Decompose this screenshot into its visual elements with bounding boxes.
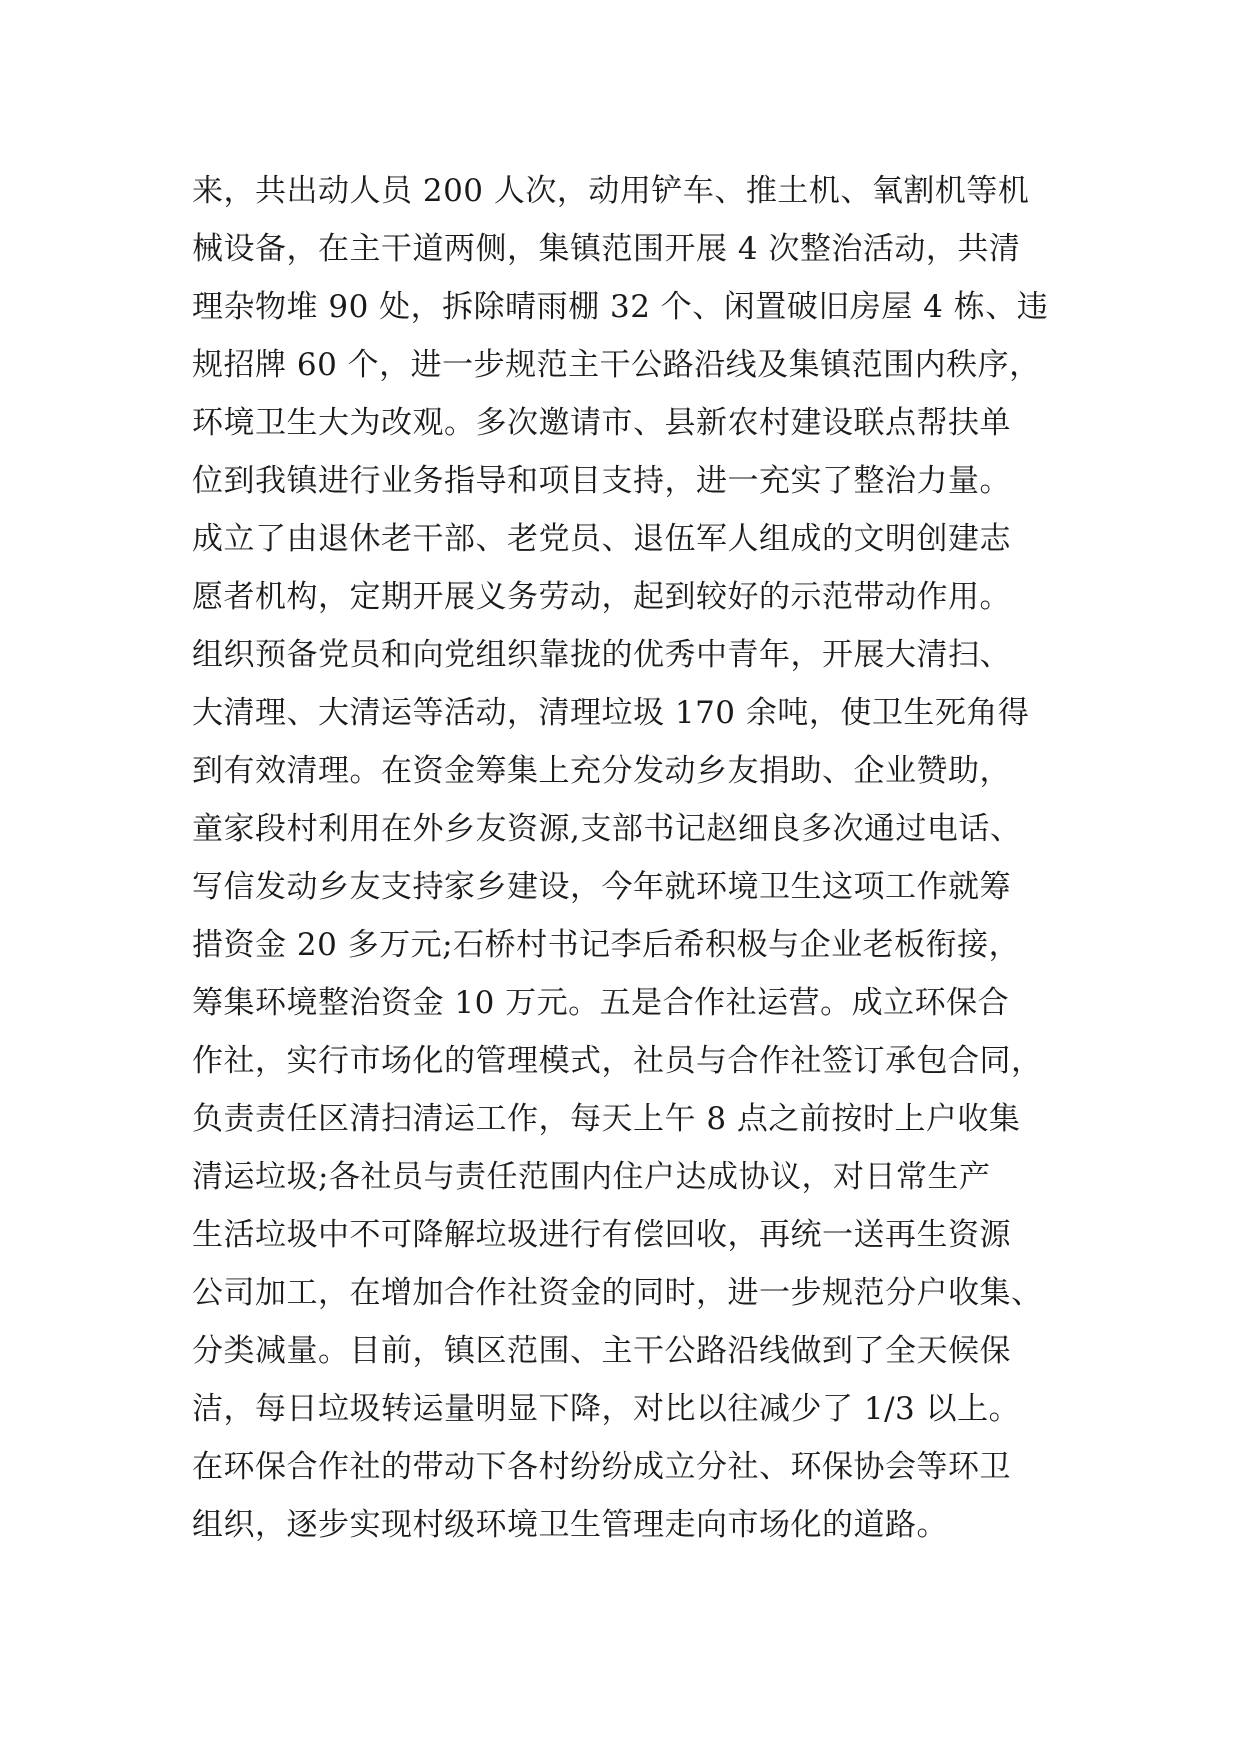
body-text bbox=[192, 162, 1072, 1554]
text-line-23: 在环保合作社的带动下各村纷纷成立分社、环保协会等环卫 bbox=[192, 1449, 1011, 1485]
text-line-8: 愿者机构，定期开展义务劳动，起到较好的示范带动作用。 bbox=[192, 579, 1011, 615]
text-line-13: 写信发动乡友支持家乡建设，今年就环境卫生这项工作就筹 bbox=[192, 869, 1011, 905]
text-line-12: 童家段村利用在外乡友资源,支部书记赵细良多次通过电话、 bbox=[192, 811, 1022, 847]
text-line-3: 理杂物堆 90 处，拆除晴雨棚 32 个、闲置破旧房屋 4 栋、违 bbox=[192, 289, 1049, 325]
text-line-24: 组织，逐步实现村级环境卫生管理走向市场化的道路。 bbox=[192, 1507, 948, 1543]
text-line-4: 规招牌 60 个，进一步规范主干公路沿线及集镇范围内秩序， bbox=[192, 347, 1041, 383]
text-line-20: 公司加工，在增加合作社资金的同时，进一步规范分户收集、 bbox=[192, 1275, 1043, 1311]
text-line-1: 来，共出动人员 200 人次，动用铲车、推土机、氧割机等机 bbox=[192, 173, 1030, 209]
text-line-21: 分类减量。目前，镇区范围、主干公路沿线做到了全天候保 bbox=[192, 1333, 1011, 1369]
text-line-18: 清运垃圾;各社员与责任范围内住户达成协议，对日常生产 bbox=[192, 1159, 991, 1195]
text-line-9: 组织预备党员和向党组织靠拢的优秀中青年，开展大清扫、 bbox=[192, 637, 1011, 673]
text-line-22: 洁，每日垃圾转运量明显下降，对比以往减少了 1/3 以上。 bbox=[192, 1391, 1021, 1427]
text-line-16: 作社，实行市场化的管理模式，社员与合作社签订承包合同， bbox=[192, 1043, 1043, 1079]
text-line-7: 成立了由退休老干部、老党员、退伍军人组成的文明创建志 bbox=[192, 521, 1011, 557]
text-line-19: 生活垃圾中不可降解垃圾进行有偿回收，再统一送再生资源 bbox=[192, 1217, 1011, 1253]
text-line-6: 位到我镇进行业务指导和项目支持，进一充实了整治力量。 bbox=[192, 463, 1011, 499]
text-line-14: 措资金 20 多万元;石桥村书记李后希积极与企业老板衔接， bbox=[192, 927, 1021, 963]
text-line-15: 筹集环境整治资金 10 万元。五是合作社运营。成立环保合 bbox=[192, 985, 1010, 1021]
text-line-10: 大清理、大清运等活动，清理垃圾 170 余吨，使卫生死角得 bbox=[192, 695, 1030, 731]
text-line-17: 负责责任区清扫清运工作，每天上午 8 点之前按时上户收集 bbox=[192, 1101, 1021, 1137]
text-line-5: 环境卫生大为改观。多次邀请市、县新农村建设联点帮扶单 bbox=[192, 405, 1011, 441]
text-line-2: 械设备，在主干道两侧，集镇范围开展 4 次整治活动，共清 bbox=[192, 231, 1021, 267]
text-line-11: 到有效清理。在资金筹集上充分发动乡友捐助、企业赞助， bbox=[192, 753, 1011, 789]
